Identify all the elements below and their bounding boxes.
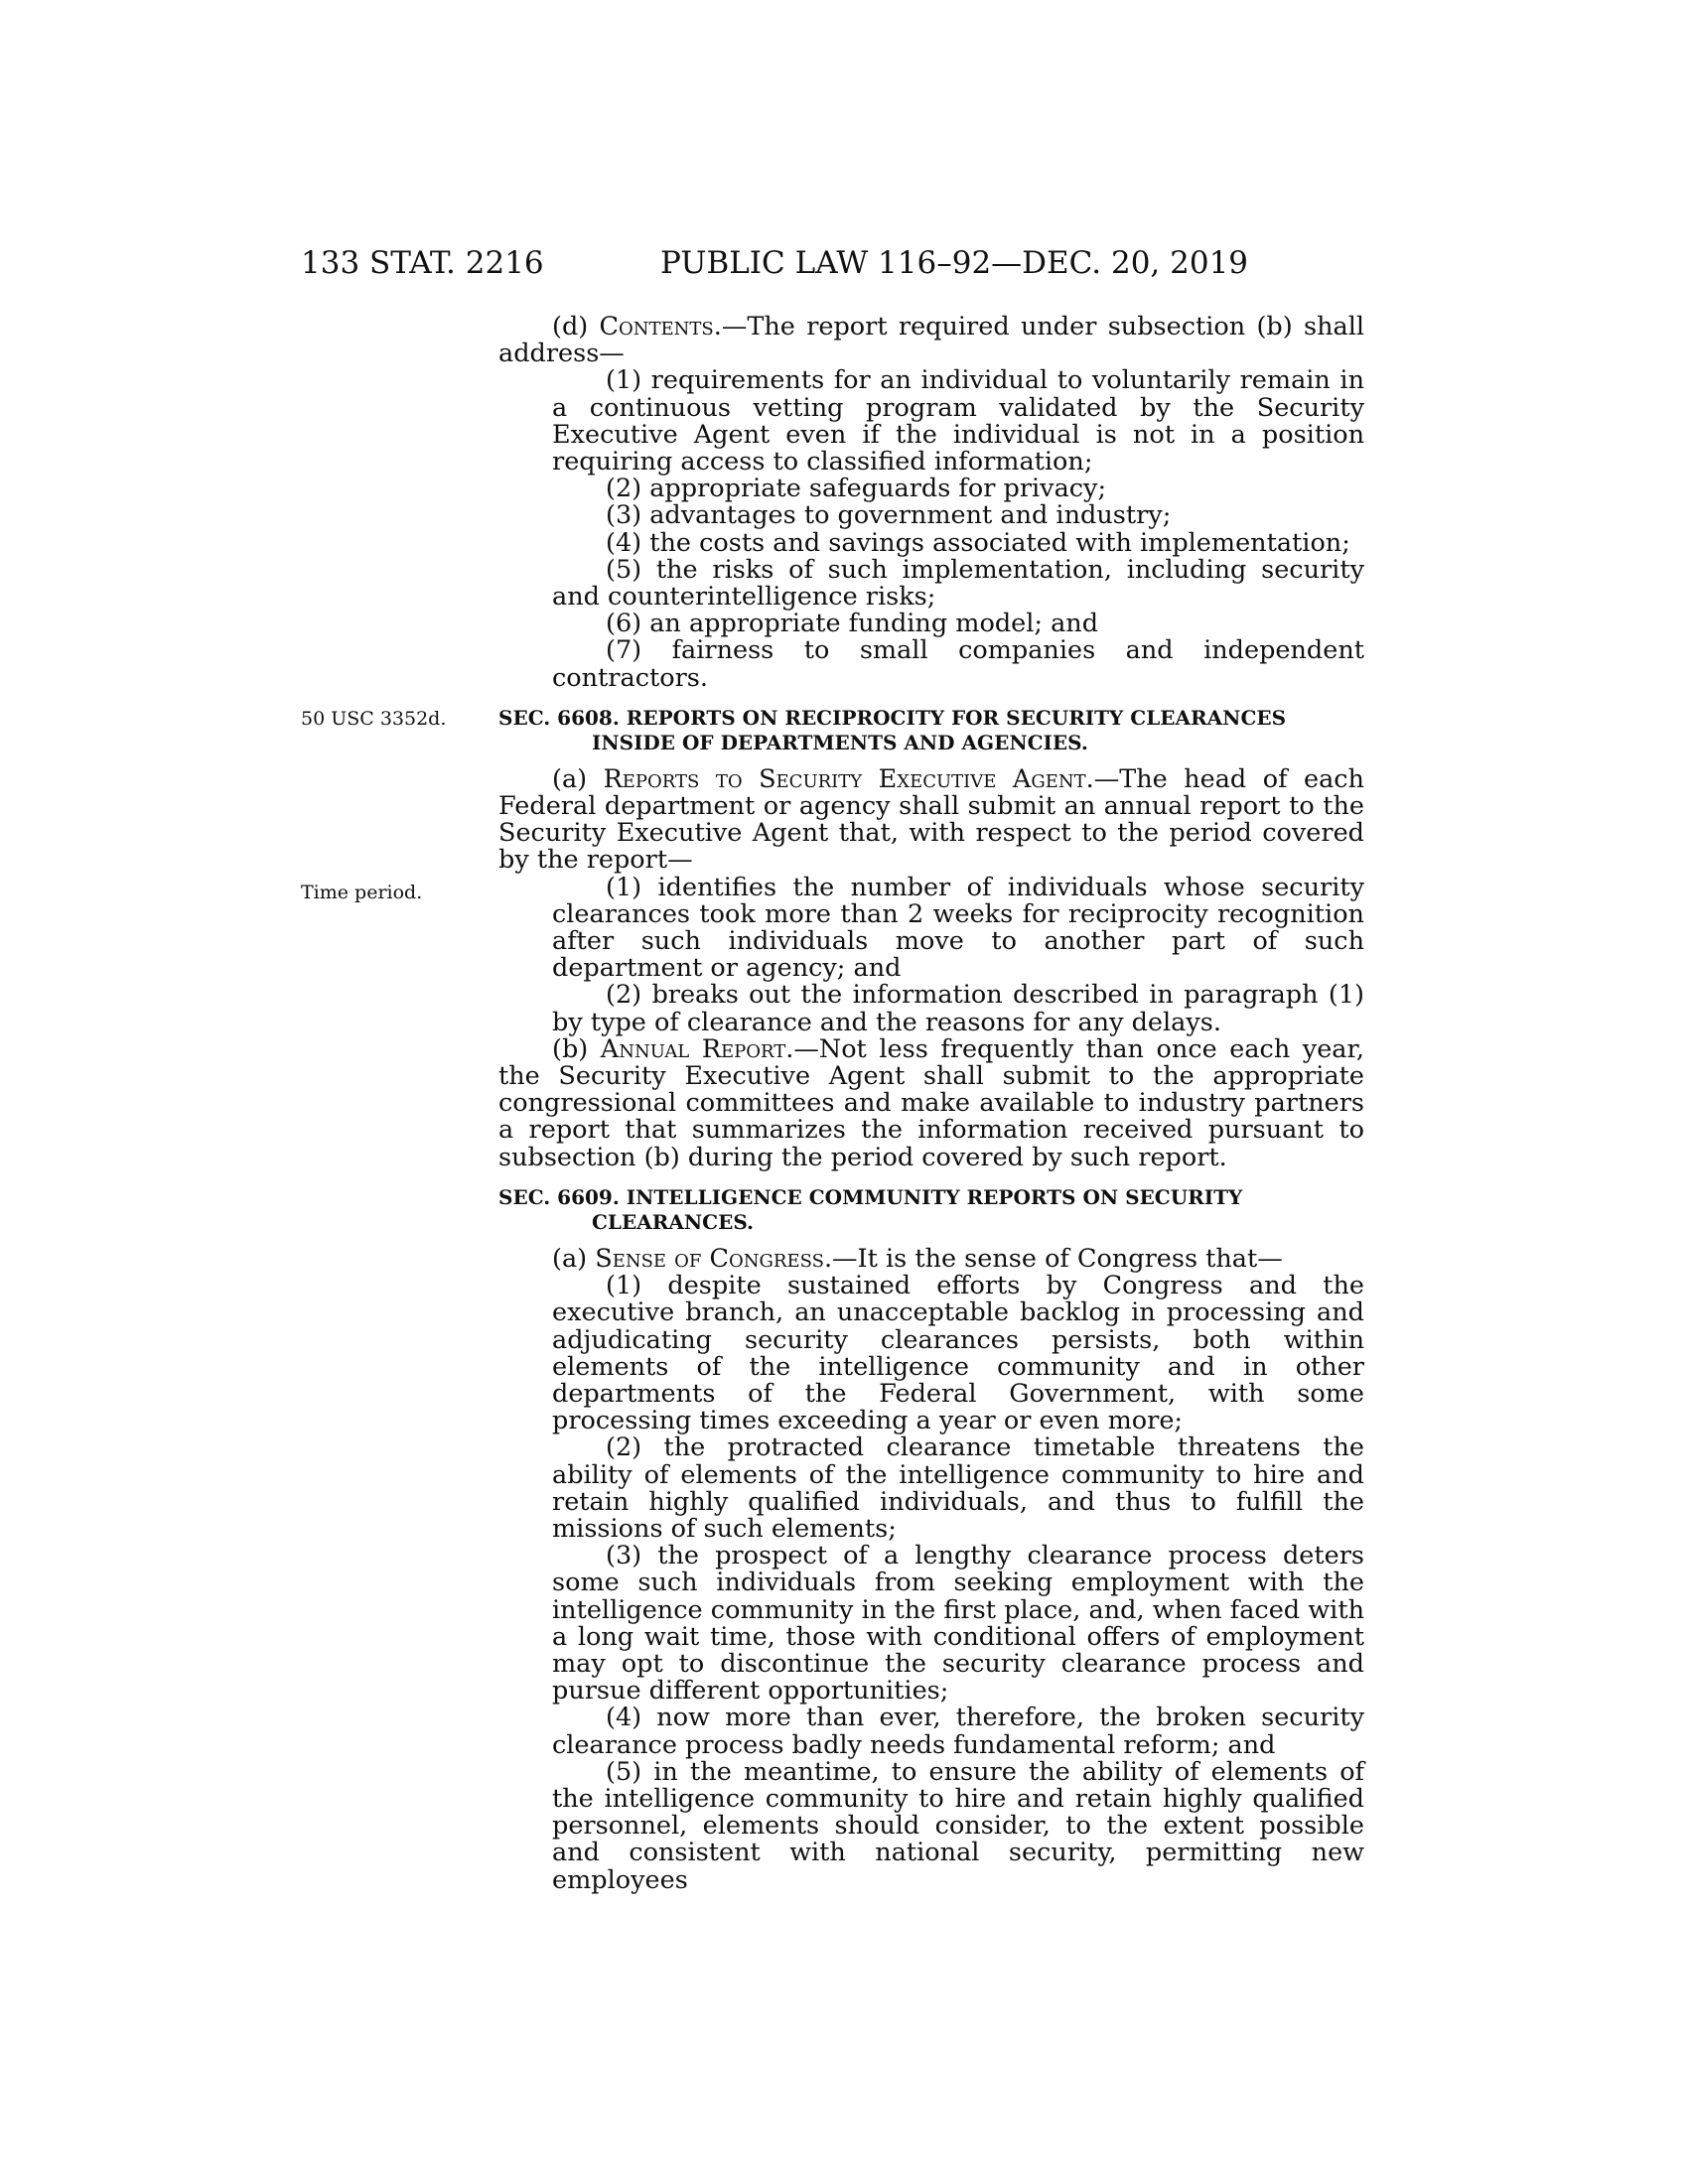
section-6609-title: SEC. 6609. INTELLIGENCE COMMUNITY REPORTS ON SECURITY CLEARANCES.: [498, 1184, 1243, 1234]
statute-body: [498, 314, 1364, 1894]
section-6608-paragraph-1: (1) identifies the number of individuals whose security clearances took more than 2 weeks for reciprocity recognition after such individuals move to another part of such department or agency; and: [552, 872, 1364, 984]
paragraph-d-1: (1) requirements for an individual to voluntarily remain in a continuous vetting program validated by the Security Executive Agent even if the individual is not in a position requiring access to classified information;: [552, 365, 1364, 478]
section-6608-title: SEC. 6608. REPORTS ON RECIPROCITY FOR SECURITY CLEARANCES INSIDE OF DEPARTMENTS AND AGENCIES.: [498, 705, 1287, 754]
section-6608-subsection-b: (b) Annual Report.—Not less frequently than once each year, the Security Executive Agent shall submit to the appropriate congressional committees and make available to industry partners a report that summarizes the information received pursuant to subsection (b) during the period covered by such report.: [498, 1033, 1364, 1172]
paragraph-d-2: (2) appropriate safeguards for privacy;: [606, 474, 1107, 504]
section-6608-b-heading: Annual Report.: [600, 1033, 794, 1064]
margin-note-usc-citation: 50 USC 3352d.: [301, 708, 447, 730]
margin-note-time-period: Time period.: [301, 882, 423, 903]
paragraph-d-6: (6) an appropriate funding model; and: [606, 609, 1099, 639]
page-header-statute-page: 133 STAT. 2216: [301, 245, 544, 281]
paragraph-d-3: (3) advantages to government and industry;: [606, 500, 1172, 531]
section-6609-subsection-a: (a) Sense of Congress.—It is the sense of Congress that—: [552, 1243, 1283, 1274]
section-6608-paragraph-2: (2) breaks out the information described in paragraph (1) by type of clearance and the reasons for any delays.: [552, 980, 1364, 1037]
section-6608-a-heading: Reports to Security Executive Agent.: [603, 763, 1094, 794]
section-6609-a-heading: Sense of Congress.: [595, 1243, 833, 1274]
section-6609-paragraph-3: (3) the prospect of a lengthy clearance process deters some such individuals from seeking employment with the intelligence community in the first place, and, when faced with a long wait time, those with conditional offers of employment may opt to discontinue the security clearance process and pursue different opportunities;: [552, 1541, 1364, 1706]
section-6609-paragraph-4: (4) now more than ever, therefore, the broken security clearance process badly needs fundamental reform; and: [552, 1703, 1364, 1760]
section-6608-subsection-a: (a) Reports to Security Executive Agent.—The head of each Federal department or agency shall submit an annual report to the Security Executive Agent that, with respect to the period covered by the report—: [498, 763, 1364, 876]
subsection-d-intro: (d) Contents.—The report required under subsection (b) shall address—: [498, 312, 1364, 369]
paragraph-d-5: (5) the risks of such implementation, including security and counterintelligence risks;: [552, 554, 1364, 613]
section-6609-paragraph-5: (5) in the meantime, to ensure the ability of elements of the intelligence community to hire and retain highly qualified personnel, elements should consider, to the extent possible and consistent with national security, permitting new employees: [552, 1756, 1364, 1895]
section-6609-paragraph-2: (2) the protracted clearance timetable threatens the ability of elements of the intelligence community to hire and retain highly qualified individuals, and thus to fulfill the missions of such elements;: [552, 1433, 1364, 1544]
paragraph-d-7: (7) fairness to small companies and independent contractors.: [552, 635, 1364, 693]
paragraph-d-4: (4) the costs and savings associated with implementation;: [606, 527, 1350, 558]
page-header-law-title: PUBLIC LAW 116–92—DEC. 20, 2019: [660, 245, 1249, 281]
section-6609-paragraph-1: (1) despite sustained efforts by Congress and the executive branch, an unacceptable backlog in processing and adjudicating security clearances persists, both within elements of the intelligence community and in other departments of the Federal Government, with some processing times exceeding a year or even more;: [552, 1271, 1364, 1436]
subsection-d-heading: Contents.: [599, 312, 722, 341]
